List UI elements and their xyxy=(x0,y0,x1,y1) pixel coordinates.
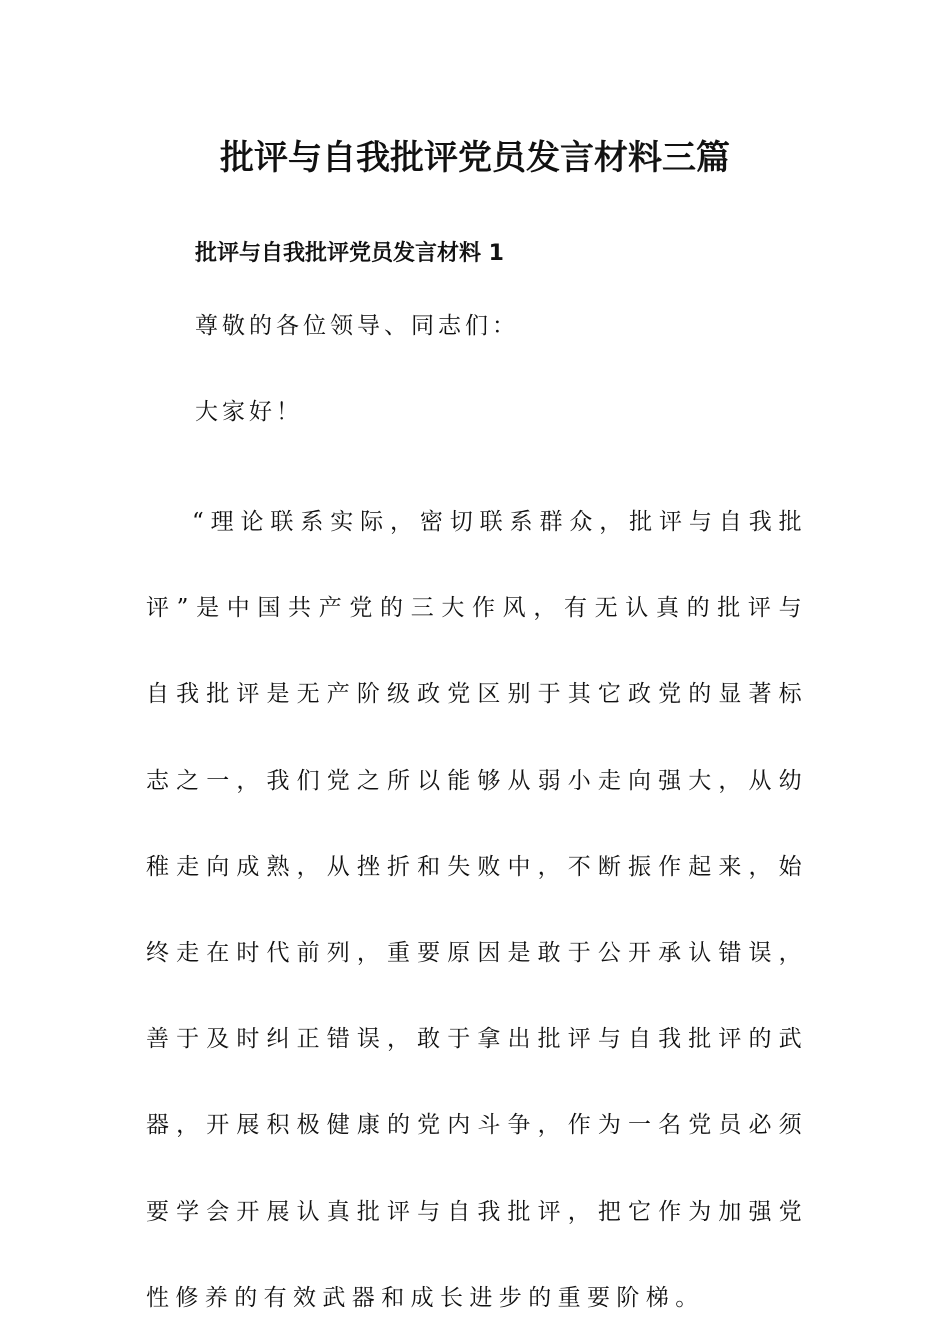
document-title: 批评与自我批评党员发言材料三篇 xyxy=(220,138,730,178)
salutation-line: 尊敬的各位领导、同志们： xyxy=(195,313,519,339)
section-heading: 批评与自我批评党员发言材料 1 xyxy=(195,241,504,266)
body-paragraph: “理论联系实际，密切联系群众，批评与自我批评”是中国共产党的三大作风，有无认真的批评与自我批评是无产阶级政党区别于其它政党的显著标志之一，我们党之所以能够从弱小走向强大，从幼稚走向成熟，从挫折和失败中，不断振作起来，始终走在时代前列，重要原因是敢于公开承认错误，善于及时纠正错误，敢于拿出批评与自我批评的武器，开展积极健康的党内斗争，作为一名党员必须要学会开展认真批评与自我批评，把它作为加强党性修养的有效武器和成长进步的重要阶梯。 xyxy=(146,509,808,1311)
greeting-line: 大家好！ xyxy=(195,399,303,425)
